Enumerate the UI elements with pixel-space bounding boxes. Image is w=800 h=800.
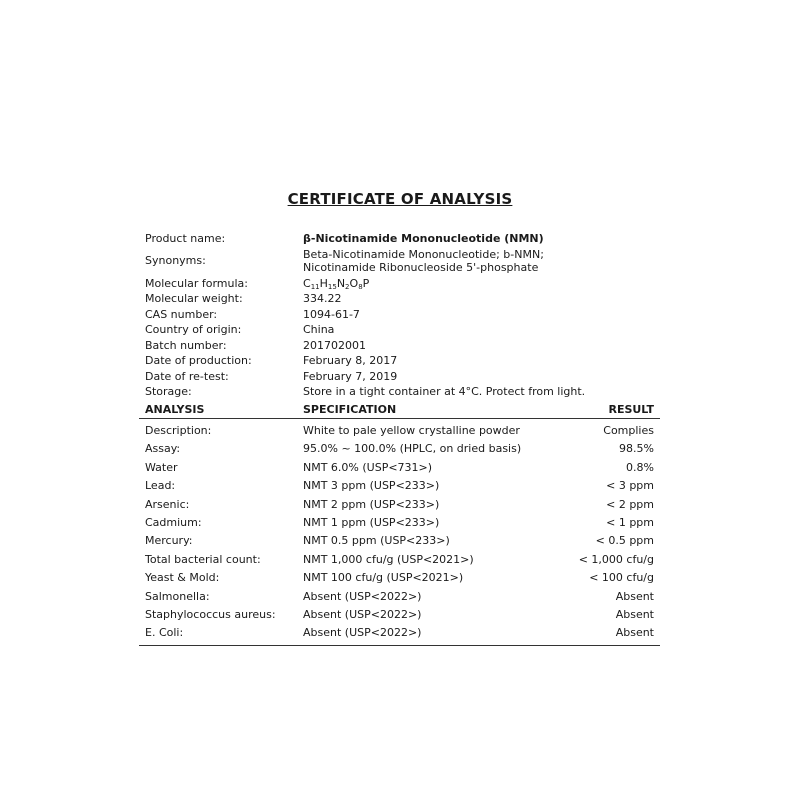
product-name-label: Product name:	[145, 232, 226, 245]
batch-label: Batch number:	[145, 338, 227, 352]
info-row-synonyms	[145, 247, 665, 276]
analysis-name: Assay:	[145, 442, 181, 456]
analysis-name: Yeast & Mold:	[145, 571, 220, 585]
analysis-name: Staphylococcus aureus:	[145, 607, 276, 621]
formula-element: C	[303, 276, 311, 290]
info-row-product-name	[145, 231, 665, 247]
analysis-table-header	[139, 402, 660, 419]
synonyms-label: Synonyms:	[145, 254, 206, 268]
info-row-origin	[145, 322, 665, 338]
analysis-spec: NMT 1 ppm (USP<233>)	[303, 515, 440, 529]
analysis-spec: NMT 3 ppm (USP<233>)	[303, 479, 440, 493]
weight-value: 334.22	[303, 292, 342, 305]
storage-label: Storage:	[145, 385, 192, 398]
info-row-weight	[145, 291, 665, 307]
synonyms-value	[303, 247, 665, 276]
table-row	[139, 422, 660, 440]
analysis-table	[139, 402, 660, 646]
table-row	[139, 606, 660, 624]
info-row-cas	[145, 307, 665, 323]
table-row	[139, 551, 660, 569]
analysis-result: < 1,000 cfu/g	[578, 552, 654, 566]
batch-value: 201702001	[303, 338, 366, 352]
document-title: CERTIFICATE OF ANALYSIS	[287, 190, 513, 208]
analysis-name: Water	[145, 460, 178, 474]
analysis-result: Absent	[615, 626, 654, 640]
analysis-spec: Absent (USP<2022>)	[303, 607, 422, 621]
retest-label: Date of re-test:	[145, 369, 229, 383]
synonyms-line-2: Nicotinamide Ribonucleoside 5'-phosphate	[303, 260, 539, 274]
table-row	[139, 514, 660, 532]
analysis-name: Cadmium:	[145, 515, 202, 529]
info-row-retest	[145, 369, 665, 385]
info-row-formula	[145, 276, 665, 292]
analysis-spec: Absent (USP<2022>)	[303, 589, 422, 603]
formula-element: N	[336, 276, 346, 290]
analysis-spec: 95.0% ~ 100.0% (HPLC, on dried basis)	[303, 442, 522, 456]
analysis-spec: Absent (USP<2022>)	[303, 626, 422, 640]
origin-label: Country of origin:	[145, 323, 242, 336]
cas-label: CAS number:	[145, 307, 218, 321]
formula-label: Molecular formula:	[145, 276, 249, 290]
table-row	[139, 588, 660, 606]
product-info-section	[145, 231, 665, 400]
table-row	[139, 532, 660, 550]
analysis-result: 0.8%	[626, 460, 654, 474]
analysis-result: < 1 ppm	[606, 515, 654, 529]
info-row-batch	[145, 338, 665, 354]
production-value: February 8, 2017	[303, 354, 398, 367]
table-row	[139, 569, 660, 587]
analysis-result: Absent	[615, 589, 654, 603]
analysis-spec: NMT 1,000 cfu/g (USP<2021>)	[303, 552, 474, 566]
analysis-name: Salmonella:	[145, 589, 210, 603]
analysis-result: Complies	[603, 424, 654, 437]
header-specification: SPECIFICATION	[303, 403, 397, 416]
formula-subscript: 15	[327, 282, 337, 291]
info-row-production	[145, 353, 665, 369]
storage-value: Store in a tight container at 4°C. Protect from light.	[303, 385, 586, 398]
product-name-value: β-Nicotinamide Mononucleotide (NMN)	[303, 232, 544, 245]
table-row	[139, 624, 660, 642]
table-row	[139, 440, 660, 458]
info-row-storage	[145, 384, 665, 400]
analysis-spec: NMT 0.5 ppm (USP<233>)	[303, 534, 450, 548]
analysis-table-body	[139, 419, 660, 646]
formula-subscript: 2	[345, 282, 350, 291]
analysis-name: Mercury:	[145, 534, 193, 548]
analysis-result: < 100 cfu/g	[589, 571, 654, 585]
formula-value	[303, 276, 665, 292]
header-analysis: ANALYSIS	[145, 403, 205, 416]
analysis-name: Lead:	[145, 479, 176, 493]
synonyms-line-1: Beta-Nicotinamide Mononucleotide; b-NMN;	[303, 247, 544, 261]
formula-element: H	[319, 276, 328, 290]
analysis-result: Absent	[615, 607, 654, 621]
formula-element: P	[362, 276, 370, 290]
analysis-spec: White to pale yellow crystalline powder	[303, 424, 520, 437]
retest-value: February 7, 2019	[303, 369, 398, 383]
analysis-spec: NMT 6.0% (USP<731>)	[303, 460, 433, 474]
table-row	[139, 496, 660, 514]
formula-subscript: 11	[310, 282, 320, 291]
cas-value: 1094-61-7	[303, 307, 360, 321]
analysis-spec: NMT 2 ppm (USP<233>)	[303, 497, 440, 511]
analysis-result: < 2 ppm	[606, 497, 654, 511]
analysis-name: Arsenic:	[145, 497, 190, 511]
analysis-name: Total bacterial count:	[145, 552, 261, 566]
analysis-name: Description:	[145, 424, 212, 437]
formula-subscript: 8	[358, 282, 363, 291]
formula-element: O	[349, 276, 359, 290]
header-result: RESULT	[608, 403, 654, 416]
analysis-result: < 0.5 ppm	[595, 534, 654, 548]
table-row	[139, 477, 660, 495]
weight-label: Molecular weight:	[145, 292, 243, 305]
origin-value: China	[303, 323, 335, 336]
table-row	[139, 459, 660, 477]
analysis-name: E. Coli:	[145, 626, 184, 640]
analysis-spec: NMT 100 cfu/g (USP<2021>)	[303, 571, 464, 585]
analysis-result: 98.5%	[619, 442, 654, 456]
analysis-result: < 3 ppm	[606, 479, 654, 493]
production-label: Date of production:	[145, 354, 252, 367]
